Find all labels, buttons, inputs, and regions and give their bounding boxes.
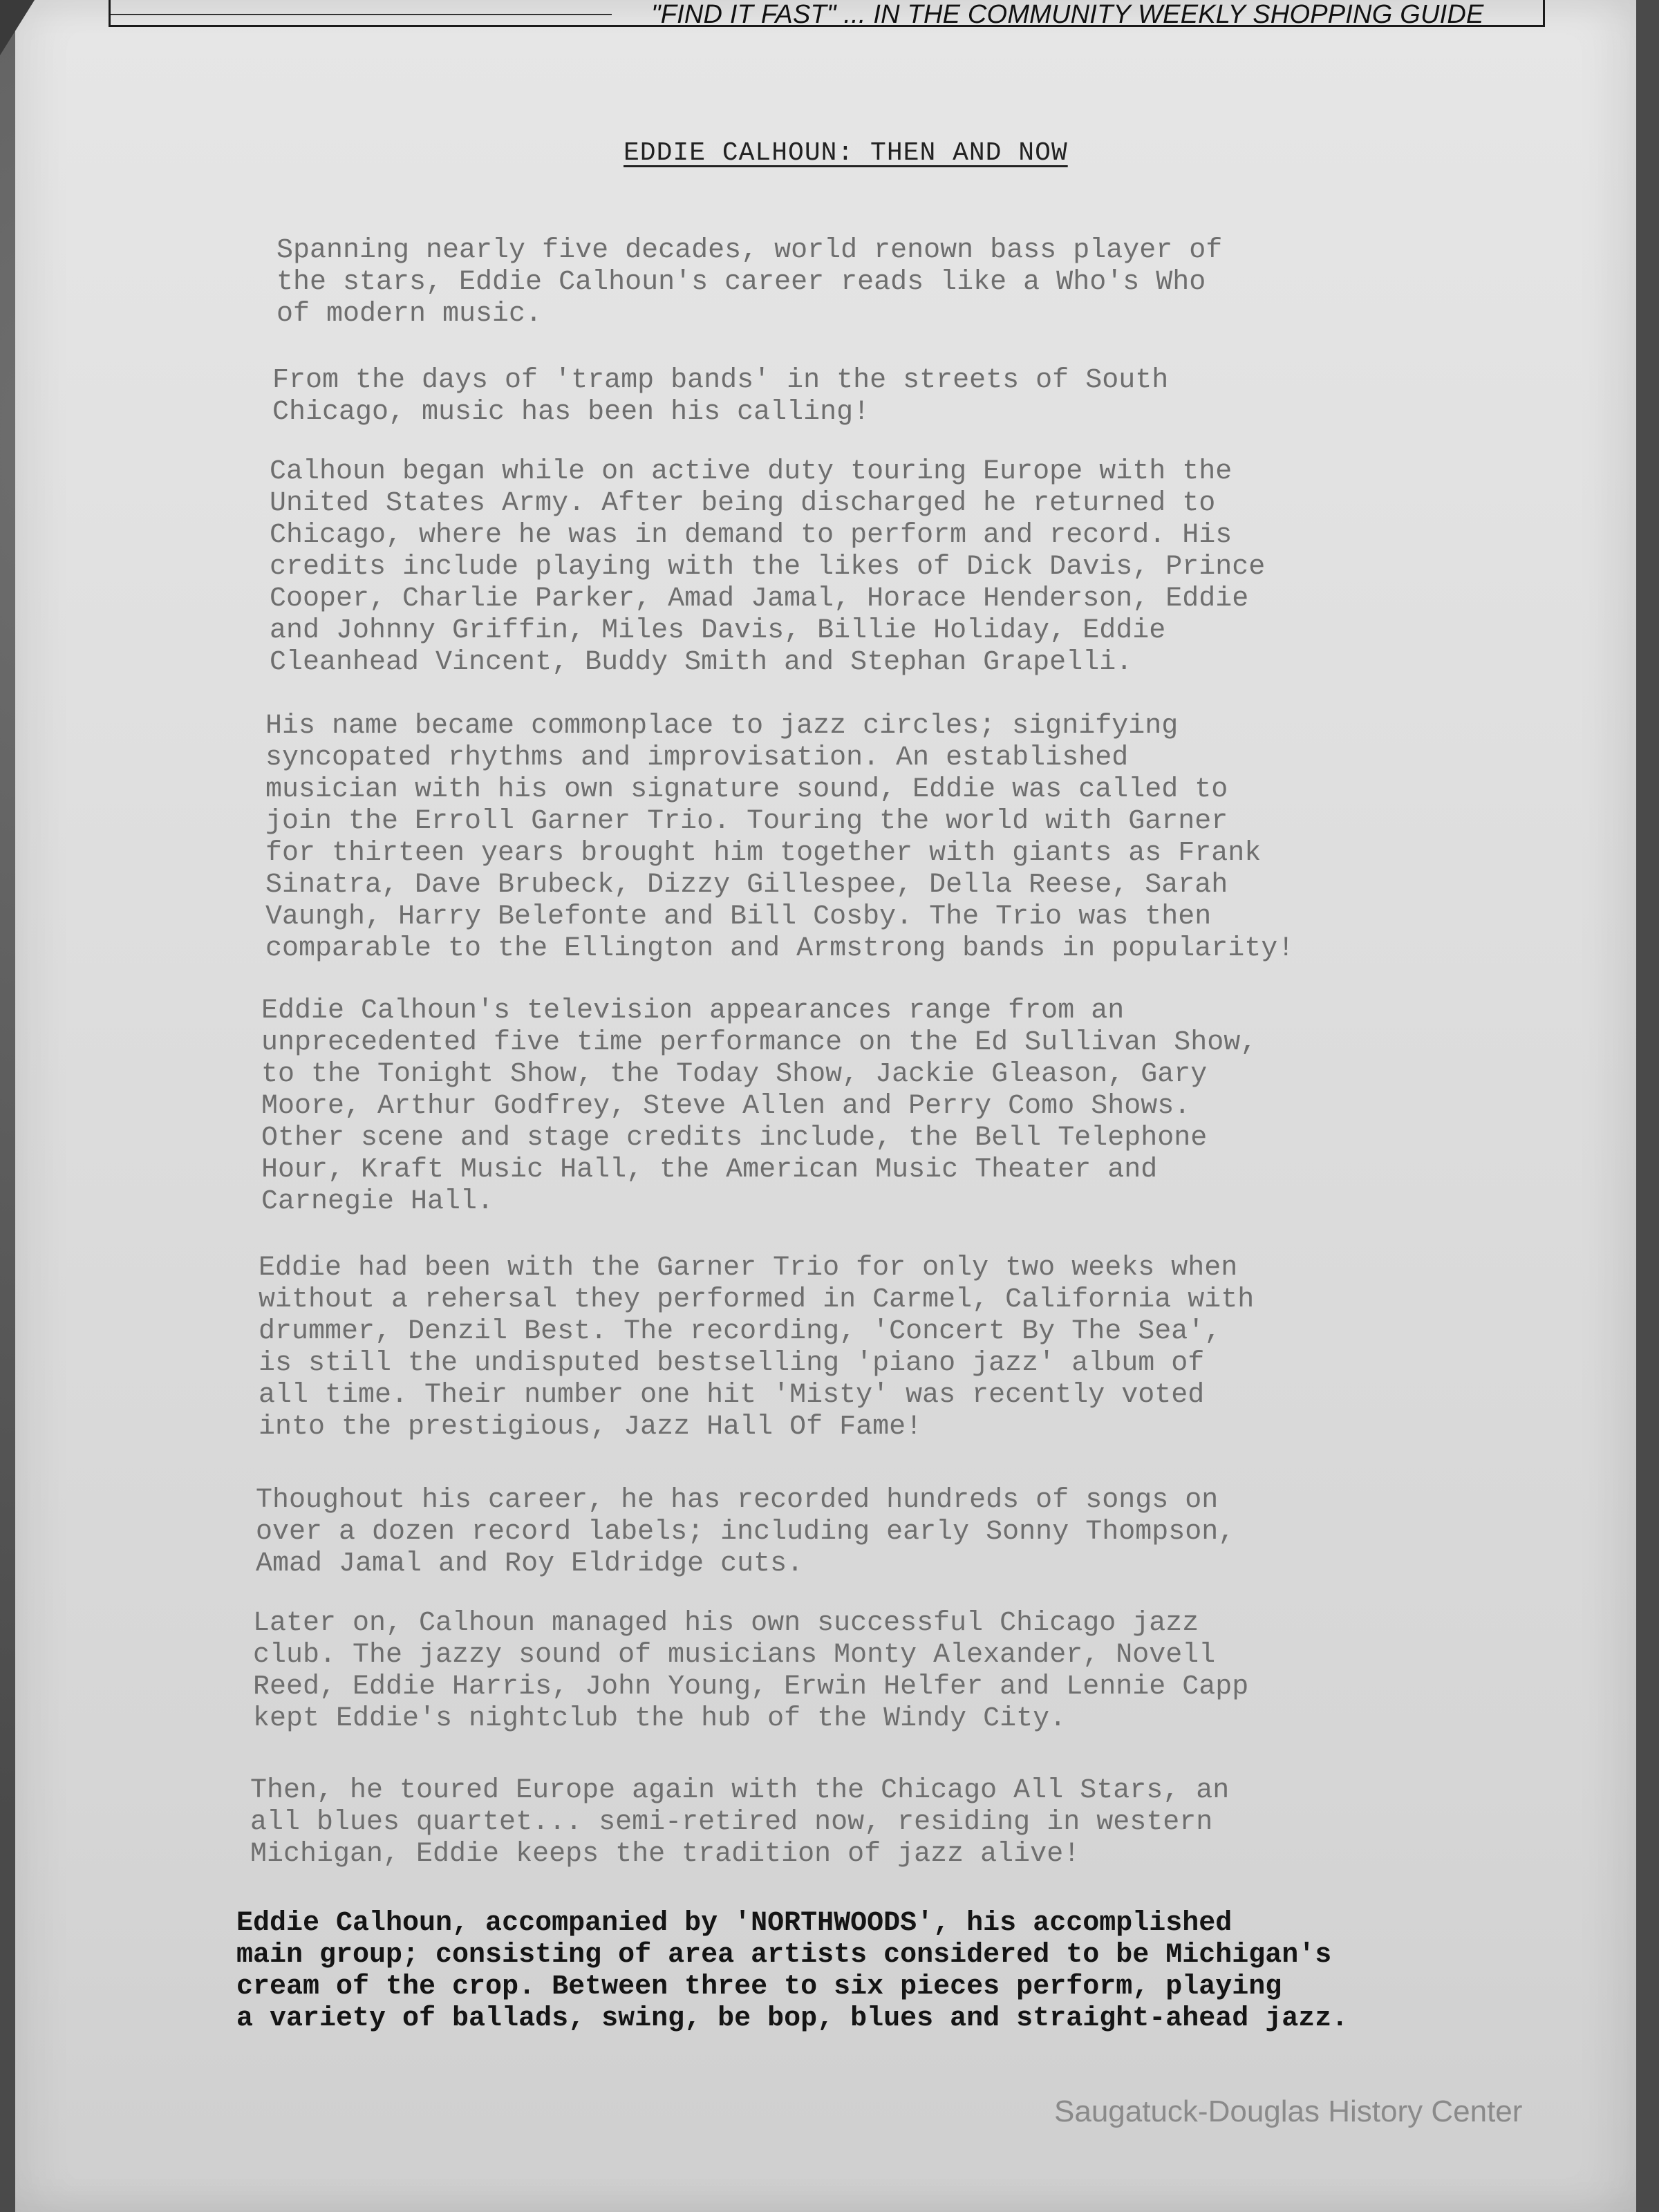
header-tagline: "FIND IT FAST" ... IN THE COMMUNITY WEEKLY SHOPPING GUIDE xyxy=(651,0,1484,29)
paragraph-garner-trio: His name became commonplace to jazz circles; signifying syncopated rhythms and improvisation. An established musician with his own signature sound, Eddie was called to join the Erroll Garner Trio. Touring the world with Garner for thirteen years brought him together with giants as Frank Sinatra, Dave Brubeck, Dizzy Gillespee, Della Reese, Sarah Vaungh, Harry Belefonte and Bill Cosby. The Trio was then comparable to the Ellington and Armstrong bands in popularity! xyxy=(265,711,1295,964)
paragraph-army: Calhoun began while on active duty touring Europe with the United States Army. After being discharged he returned to Chicago, where he was in demand to perform and record. His credits include playing with the likes of Dick Davis, Prince Cooper, Charlie Parker, Amad Jamal, Horace Henderson, Eddie and Johnny Griffin, Miles Davis, Billie Holiday, Eddie Cleanhead Vincent, Buddy Smith and Stephan Grapelli. xyxy=(270,456,1266,678)
document-title: EDDIE CALHOUN: THEN AND NOW xyxy=(624,138,1068,168)
watermark-text: Saugatuck-Douglas History Center xyxy=(1054,2094,1523,2128)
paragraph-concert-by-the-sea: Eddie had been with the Garner Trio for only two weeks when without a rehersal they performed in Carmel, California with drummer, Denzil Best. The recording, 'Concert By The Sea', is still the undisputed bestselling 'piano jazz' album of all time. Their number one hit 'Misty' was recently voted into the prestigious, Jazz Hall Of Fame! xyxy=(259,1253,1255,1443)
paragraph-northwoods: Eddie Calhoun, accompanied by 'NORTHWOODS', his accomplished main group; consisting of area artists considered to be Michigan's cream of the crop. Between three to six pieces perform, playing a variety of ballads, swing, be bop, blues and straight-ahead jazz. xyxy=(236,1908,1349,2034)
document-page xyxy=(15,0,1636,2212)
paragraph-origins: From the days of 'tramp bands' in the streets of South Chicago, music has been his calling! xyxy=(272,365,1169,428)
header-box-end xyxy=(1501,0,1545,25)
paragraph-europe-tour: Then, he toured Europe again with the Chicago All Stars, an all blues quartet... semi-retired now, residing in western Michigan, Eddie keeps the tradition of jazz alive! xyxy=(250,1775,1230,1870)
paragraph-television: Eddie Calhoun's television appearances range from an unprecedented five time performance on the Ed Sullivan Show, to the Tonight Show, the Today Show, Jackie Gleason, Gary Moore, Arthur Godfrey, Steve Allen and Perry Como Shows. Other scene and stage credits include, the Bell Telephone Hour, Kraft Music Hall, the American Music Theater and Carnegie Hall. xyxy=(261,995,1257,1217)
paragraph-intro: Spanning nearly five decades, world renown bass player of the stars, Eddie Calhoun's career reads like a Who's Who of modern music. xyxy=(276,235,1223,330)
header-rule xyxy=(111,14,612,15)
paragraph-recordings: Thoughout his career, he has recorded hundreds of songs on over a dozen record labels; including early Sonny Thompson, Amad Jamal and Roy Eldridge cuts. xyxy=(256,1485,1235,1580)
folded-corner xyxy=(0,0,35,55)
paragraph-nightclub: Later on, Calhoun managed his own successful Chicago jazz club. The jazzy sound of musicians Monty Alexander, Novell Reed, Eddie Harris, John Young, Erwin Helfer and Lennie Capp kept Eddie's nightclub the hub of the Windy City. xyxy=(253,1608,1249,1734)
